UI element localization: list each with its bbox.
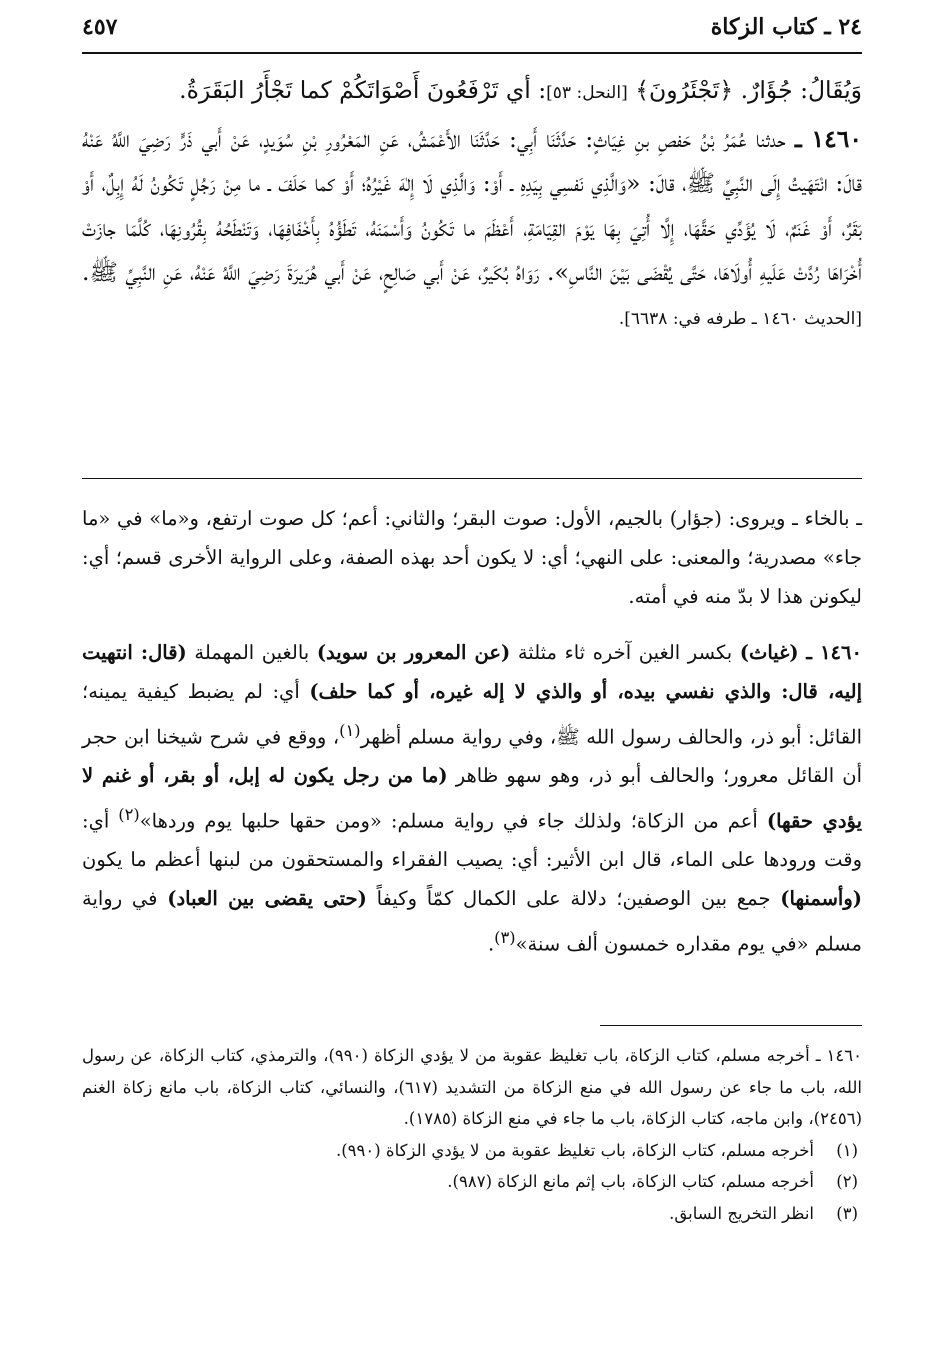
commentary-paragraph-2 (82, 634, 862, 964)
chapter-title: ٢٤ ـ كتاب الزكاة (710, 14, 862, 40)
footnote-marker[interactable]: (٣) (494, 927, 516, 947)
commentary-text: أي: لم يضبط كيفية يمينه؛ القائل: أبو ذر، والحالف رسول الله ﷺ، وفي رواية مسلم أظهر (82, 680, 863, 749)
intro-line-end: : أي تَرْفَعُونَ أَصْوَاتَكُمْ كما تَجْأَرُ البَقَرَةُ. (179, 76, 547, 104)
commentary-lemma: (قال: انتهيت إليه، قال: والذي نفسي بيده، أو والذي لا إله غيره، أو كما حلف) (82, 641, 862, 704)
footnotes-block (82, 1040, 862, 1229)
intro-line (82, 68, 862, 115)
commentary-lemma: (وأسمنها) (780, 887, 862, 911)
footnote-marker[interactable]: (١) (339, 720, 361, 740)
commentary-text: بكسر الغين آخره ثاء مثلثة (510, 641, 740, 665)
page-header (82, 12, 862, 54)
commentary-text: ، ووقع في شرح شيخنا ابن حجر أن القائل معرور؛ والحالف أبو ذر، وهو سهو ظاهر (82, 725, 863, 788)
commentary-paragraph-1: ـ بالخاء ـ ويروى: (جؤار) بالجيم، الأول: صوت البقر؛ والثاني: أعم؛ كل صوت ارتفع، و«ما» في «ما جاء» مصدرية؛ والمعنى: على النهي؛ أي: لا يكون أحد بهذه الصفة، وعلى الرواية الأخرى قسم؛ أي: ليكونن هذا لا بدّ منه في أمته. (82, 507, 863, 608)
commentary-block (82, 500, 862, 964)
footnote-text: انظر التخريج السابق. (669, 1203, 814, 1223)
intro-line-text: وَيُقَالُ: جُؤَارٌ. ﴿تَجْئَرُونَ﴾ (635, 76, 862, 104)
hadith-reference: [الحديث ١٤٦٠ ـ طرفه في: ٦٦٣٨]. (618, 309, 862, 330)
commentary-lemma: (ما من رجل يكون له إبل، أو بقر، أو غنم لا يؤدي حقها) (82, 764, 862, 833)
commentary-lemma: (حتى يقضى بين العباد) (167, 887, 367, 911)
commentary-text: في رواية مسلم «في يوم مقداره خمسون ألف سنة» (82, 887, 862, 956)
footnote-item (82, 1135, 862, 1167)
hadith-number: ١٤٦٠ ـ (794, 125, 862, 154)
commentary-text: بالغين المهملة (186, 641, 317, 665)
hadith-body: حدثنا عُمَرُ بْنُ حَفصِ بنِ غِيَاثٍ: حَدَّثَنَا أَبِي: حَدَّثَنَا الأَعْمَشُ، عَنِ المَعْرُورِ بْنِ سُوَيدٍ، عَنْ أَبي ذَرٍّ رَضِيَ اللَّهُ عَنْهُ قالَ: انْتَهَيتُ إِلَى النَّبِيِّ ﷺ، قالَ: «وَالَّذِي نَفسِي بِيَدِهِ ـ أَوْ: وَالَّذِي لَا إِلٰهَ غَيْرُهُ؛ أَوْ كما حَلَفَ ـ ما مِنْ رَجُلٍ تَكُونُ لَهُ إِبِلٌ، أَوْ بَقَرٌ، أَوْ غَنَمٌ، لَا يُؤَدِّي حَقَّهَا، إِلَّا أُتِيَ بِهَا يَوْمَ القِيَامَةِ، أَعْظَمَ ما تَكُونُ وَأَسْمَنَهُ، تَطَؤُهُ بِأَخْفَافِهَا، وَتَنْطَحُهُ بِقُرُونِهَا، كُلَّمَا جازَتْ أُخْرَاهَا رُدَّتْ عَلَيهِ أُولَاهَا، حَتَّى يُقْضَى بَيْنَ النَّاسِ». رَوَاهُ بُكَيرٌ، عَنْ أَبي صَالِحٍ، عَنْ أَبي هُرَيرَةَ رَضِيَ اللَّهُ عَنْهُ، عَنِ النَّبِيِّ ﷺ. (82, 125, 862, 286)
footnote-item (82, 1166, 862, 1198)
commentary-end: . (487, 932, 495, 956)
footnote-text: أخرجه مسلم، كتاب الزكاة، باب إثم مانع الزكاة (٩٨٧). (447, 1172, 814, 1191)
commentary-number: ١٤٦٠ ـ (806, 641, 862, 665)
hadith-text-block (82, 68, 862, 341)
commentary-text: جمع بين الوصفين؛ دلالة على الكمال كمّاً وكيفاً (366, 887, 781, 911)
footnote-number: (٣) (836, 1203, 858, 1223)
footnote-item (82, 1198, 862, 1230)
footnote-number: (٢) (836, 1172, 858, 1191)
commentary-lemma: (عن المعرور بن سويد) (316, 641, 511, 665)
page-number: ٤٥٧ (82, 14, 118, 40)
commentary-text: أعم من الزكاة؛ ولذلك جاء في رواية مسلم: «ومن حقها حلبها يوم وردها» (139, 809, 767, 833)
footnote-number: (١) (836, 1140, 858, 1160)
commentary-text: أي: وقت ورودها على الماء، قال ابن الأثير: أي: يصيب الفقراء والمستحقون من لبنها أعظم ما يكون (82, 809, 862, 872)
footnote-divider (600, 1025, 862, 1026)
footnote-marker[interactable]: (٢) (118, 805, 140, 825)
footnote-text: أخرجه مسلم، كتاب الزكاة، باب تغليظ عقوبة من لا يؤدي الزكاة (٩٩٠). (335, 1140, 814, 1160)
commentary-lemma: (غياث) (739, 641, 799, 665)
intro-quran-ref: [النحل: ٥٣] (546, 83, 628, 103)
hadith-paragraph (82, 117, 862, 341)
main-divider (82, 478, 862, 479)
footnote-takhrij: ١٤٦٠ ـ أخرجه مسلم، كتاب الزكاة، باب تغليظ عقوبة من لا يؤدي الزكاة (٩٩٠)، والترمذي، كتاب الزكاة، عن رسول الله، باب ما جاء عن رسول الله في منع الزكاة من التشديد (٦١٧)، والنسائي، كتاب الزكاة، باب مانع زكاة الغنم (٢٤٥٦)، وابن ماجه، كتاب الزكاة، باب ما جاء في منع الزكاة (١٧٨٥). (82, 1046, 862, 1128)
